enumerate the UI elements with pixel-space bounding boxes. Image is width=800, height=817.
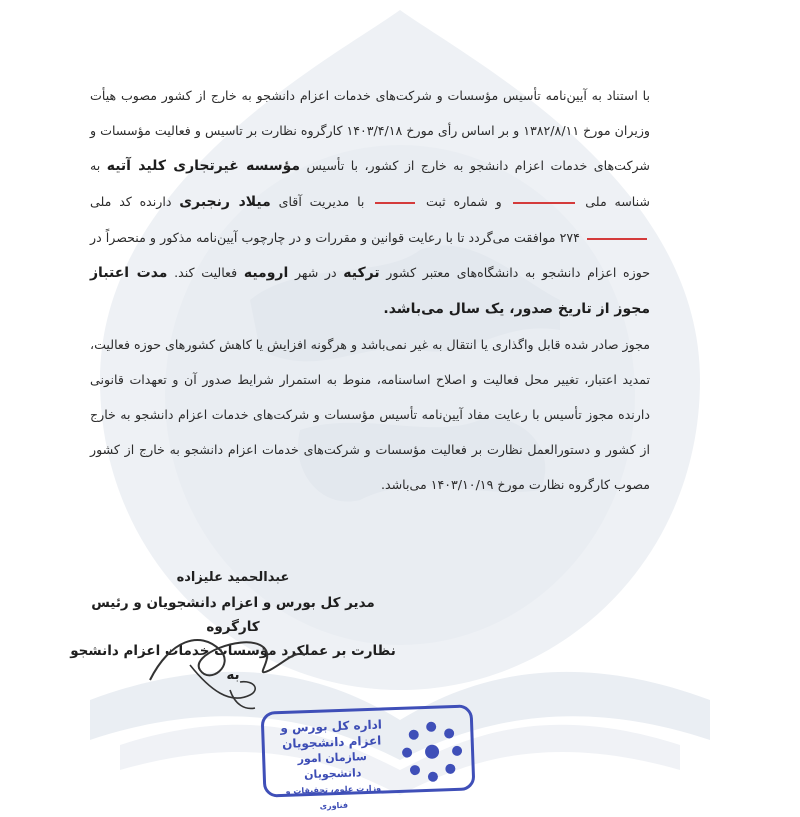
redacted-registration-number [375, 202, 415, 204]
stamp-line-4: وزارت علوم، تحقیقات و فناوری [285, 783, 382, 811]
stamp-emblem-icon [400, 720, 464, 784]
stamp-text [270, 716, 395, 816]
p1-registration-label: و شماره ثبت [426, 194, 502, 209]
p1-manager-label: با مدیریت آقای [278, 194, 365, 209]
manager-name: میلاد رنجبری [179, 194, 271, 210]
destination-country: ترکیه [343, 265, 380, 281]
paragraph-1 [90, 78, 650, 327]
validity-statement: مدت اعتباز مجوز از تاریخ صدور، یک سال می‌باشد. [90, 265, 650, 317]
stamp-line-1: اداره کل بورس و [280, 717, 383, 736]
signer-title-line-1: مدیر کل بورس و اعزام دانشجویان و رئیس کارگروه [91, 595, 375, 635]
handwritten-signature [130, 610, 320, 720]
license-letter-body [90, 78, 650, 502]
p1-intro: با استناد به آیین‌نامه تأسیس مؤسسات و شرکت‌های خدمات اعزام دانشجو به خارج از کشور مصوب هیأت وزیران مورخ ۱۳۸۲/۸/۱۱ و بر اساس رأی مورخ ۱۴۰۳/۴/۱۸ کارگروه نظارت بر تاسیس و فعالیت مؤسسات و شرکت‌های خدمات اعزام دانشجو به خارج از کشور، با تأسیس [90, 88, 650, 173]
p1-national-id-label: به شناسه ملی [90, 158, 650, 209]
stamp-line-3: سازمان امور دانشجویان [297, 750, 368, 782]
p1-activity-text: فعالیت کند. [174, 265, 238, 280]
redacted-national-id [513, 202, 575, 204]
signer-name: عبدالحمید علیزاده [176, 570, 290, 585]
p1-national-code-label: دارنده کد ملی [90, 194, 172, 209]
stamp-line-2: اعزام دانشجویان [281, 733, 382, 751]
redacted-national-code [587, 238, 647, 240]
company-name: مؤسسه غیرتجاری کلید آتیه [106, 158, 301, 174]
signer-title-line-2: نظارت بر عملکرد مؤسسات خدمات اعزام دانشجو به [70, 643, 396, 683]
p1-city-label: در شهر [294, 265, 337, 280]
official-stamp [261, 704, 476, 811]
city-name: ارومیه [243, 265, 289, 281]
p1-approval-text: ۲۷۴ موافقت می‌گردد تا با رعایت قوانین و مقررات و در چارچوب آیین‌نامه مذکور و منحصراً در حوزه اعزام دانشجو به دانشگاه‌های معتبر کشور [90, 230, 650, 280]
paragraph-2: مجوز صادر شده قابل واگذاری یا انتقال به غیر نمی‌باشد و هرگونه افزایش یا کاهش کشورهای حوزه فعالیت، تمدید اعتبار، تغییر محل فعالیت و اصلاح اساسنامه، منوط به استمرار شرایط صدور آن و تعهدات قانونی دارنده مجوز تأسیس با رعایت مفاد آیین‌نامه تأسیس مؤسسات و شرکت‌های خدمات اعزام دانشجو به خارج از کشور و دستورالعمل نظارت بر فعالیت مؤسسات و شرکت‌های خدمات اعزام دانشجو به خارج از کشور مصوب کارگروه نظارت مورخ ۱۴۰۳/۱۰/۱۹ می‌باشد. [90, 337, 650, 492]
